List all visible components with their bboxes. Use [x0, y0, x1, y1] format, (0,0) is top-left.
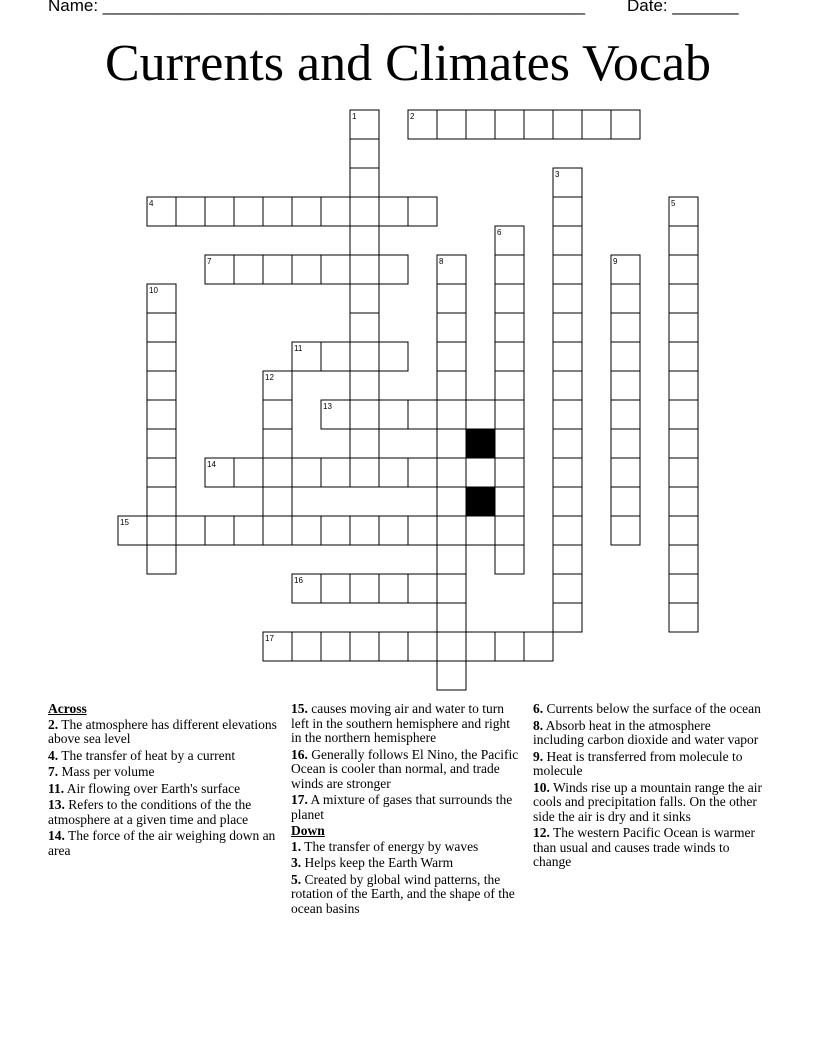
crossword-cell[interactable] [669, 458, 698, 487]
down-clue [291, 873, 523, 917]
crossword-cell[interactable] [437, 603, 466, 632]
clue-text: Currents below the surface of the ocean [543, 701, 761, 716]
crossword-cell[interactable] [147, 516, 176, 545]
crossword-cell[interactable] [176, 197, 205, 226]
crossword-cell[interactable] [437, 516, 466, 545]
clue-number: 5. [291, 871, 302, 887]
crossword-cell[interactable] [321, 632, 350, 661]
crossword-cell[interactable] [466, 458, 495, 487]
crossword-cell[interactable] [350, 429, 379, 458]
crossword-cell[interactable] [205, 197, 234, 226]
crossword-cell[interactable] [553, 255, 582, 284]
crossword-cell[interactable] [147, 400, 176, 429]
crossword-cell[interactable] [553, 603, 582, 632]
crossword-cell[interactable] [379, 574, 408, 603]
crossword-cell[interactable] [553, 284, 582, 313]
crossword-cell[interactable] [437, 632, 466, 661]
crossword-cell[interactable] [350, 632, 379, 661]
clue-number-label: 7 [207, 257, 212, 266]
crossword-cell[interactable] [611, 371, 640, 400]
crossword-cell[interactable] [611, 342, 640, 371]
crossword-cell[interactable] [553, 313, 582, 342]
crossword-cell[interactable] [495, 313, 524, 342]
crossword-cell[interactable] [321, 197, 350, 226]
clue-text: Helps keep the Earth Warm [301, 855, 454, 870]
crossword-cell[interactable] [553, 458, 582, 487]
crossword-cell[interactable] [350, 255, 379, 284]
crossword-cell[interactable] [466, 632, 495, 661]
clue-number: 9. [533, 748, 544, 764]
crossword-cell[interactable] [408, 400, 437, 429]
crossword-cell[interactable] [263, 255, 292, 284]
crossword-cell[interactable] [379, 458, 408, 487]
down-clue [533, 781, 765, 825]
across-clue [291, 748, 523, 792]
crossword-cell[interactable] [437, 487, 466, 516]
crossword-cell[interactable] [437, 342, 466, 371]
crossword-cell[interactable] [495, 545, 524, 574]
crossword-cell[interactable] [553, 400, 582, 429]
clue-number: 3. [291, 855, 302, 870]
clue-text: Winds rise up a mountain range the air cools and precipitation falls. On the other side the air is dry and it sinks [533, 779, 763, 824]
clue-text: A mixture of gases that surrounds the planet [291, 792, 513, 822]
crossword-cell[interactable] [611, 400, 640, 429]
clue-text: Created by global wind patterns, the rotation of the Earth, and the shape of the ocean basins [291, 871, 515, 916]
clue-number-label: 15 [120, 518, 129, 527]
crossword-cell[interactable] [495, 516, 524, 545]
crossword-cell[interactable] [292, 458, 321, 487]
crossword-cell[interactable] [234, 197, 263, 226]
crossword-cell[interactable] [495, 110, 524, 139]
crossword-cell[interactable] [379, 516, 408, 545]
across-clue [48, 718, 280, 747]
crossword-cell[interactable] [669, 574, 698, 603]
crossword-cell[interactable] [553, 226, 582, 255]
clue-number-label: 9 [613, 257, 618, 266]
crossword-cell[interactable] [553, 197, 582, 226]
clue-text: The atmosphere has different elevations above sea level [48, 716, 277, 746]
clue-text: The transfer of energy by waves [301, 838, 479, 854]
crossword-cell[interactable] [553, 342, 582, 371]
clue-number-label: 6 [497, 228, 502, 237]
crossword-cell[interactable] [553, 487, 582, 516]
crossword-cell[interactable] [408, 516, 437, 545]
crossword-cell[interactable] [147, 429, 176, 458]
crossword-cell[interactable] [495, 371, 524, 400]
crossword-cell[interactable] [379, 632, 408, 661]
crossword-cell[interactable] [263, 400, 292, 429]
crossword-cell[interactable] [321, 458, 350, 487]
crossword-cell[interactable] [495, 458, 524, 487]
clue-text: Refers to the conditions of the the atmosphere at a given time and place [48, 797, 252, 827]
crossword-cell[interactable] [292, 197, 321, 226]
clue-number-label: 12 [265, 373, 274, 382]
clues-column-3 [533, 702, 765, 872]
clue-text: The transfer of heat by a current [58, 747, 236, 763]
crossword-cell[interactable] [205, 516, 234, 545]
crossword-cell[interactable] [147, 342, 176, 371]
crossword-cell[interactable] [669, 429, 698, 458]
crossword-cell[interactable] [611, 516, 640, 545]
crossword-cell[interactable] [611, 284, 640, 313]
crossword-cell[interactable] [669, 371, 698, 400]
crossword-cell[interactable] [495, 400, 524, 429]
clue-number: 2. [48, 716, 59, 732]
crossword-cell[interactable] [147, 458, 176, 487]
crossword-cell[interactable] [495, 632, 524, 661]
crossword-cell[interactable] [234, 516, 263, 545]
crossword-cell[interactable] [147, 487, 176, 516]
clue-number-label: 16 [294, 576, 303, 585]
crossword-cell[interactable] [437, 574, 466, 603]
crossword-cell[interactable] [350, 284, 379, 313]
crossword-black-cell [466, 487, 495, 516]
down-clue [533, 826, 765, 870]
crossword-cell[interactable] [408, 197, 437, 226]
crossword-cell[interactable] [611, 429, 640, 458]
crossword-cell[interactable] [263, 458, 292, 487]
date-field-label: Date: _______ [627, 0, 739, 15]
crossword-cell[interactable] [321, 255, 350, 284]
clue-number-label: 14 [207, 460, 216, 469]
clue-text: Mass per volume [58, 764, 155, 779]
clue-text: The force of the air weighing down an area [48, 828, 276, 858]
crossword-cell[interactable] [495, 487, 524, 516]
crossword-cell[interactable] [350, 168, 379, 197]
crossword-cell[interactable] [437, 429, 466, 458]
crossword-cell[interactable] [466, 400, 495, 429]
across-heading: Across [48, 701, 87, 716]
down-heading: Down [291, 823, 325, 838]
crossword-cell[interactable] [669, 313, 698, 342]
crossword-cell[interactable] [437, 110, 466, 139]
crossword-cell[interactable] [147, 313, 176, 342]
crossword-cell[interactable] [437, 545, 466, 574]
crossword-cell[interactable] [263, 487, 292, 516]
clue-number-label: 3 [555, 170, 560, 179]
crossword-cell[interactable] [669, 545, 698, 574]
clue-number: 17. [291, 792, 308, 807]
crossword-cell[interactable] [379, 400, 408, 429]
crossword-cell[interactable] [582, 110, 611, 139]
crossword-cell[interactable] [524, 632, 553, 661]
crossword-cell[interactable] [437, 458, 466, 487]
down-clue [291, 840, 523, 855]
crossword-cell[interactable] [553, 574, 582, 603]
crossword-cell[interactable] [437, 661, 466, 690]
clue-number-label: 11 [294, 344, 303, 353]
crossword-cell[interactable] [350, 226, 379, 255]
crossword-cell[interactable] [669, 226, 698, 255]
clue-text: The western Pacific Ocean is warmer than usual and causes trade winds to change [533, 825, 756, 869]
crossword-cell[interactable] [350, 313, 379, 342]
crossword-cell[interactable] [669, 284, 698, 313]
clue-text: causes moving air and water to turn left in the southern hemisphere and right in the northern hemisphere [291, 701, 510, 745]
crossword-cell[interactable] [437, 313, 466, 342]
across-clue [291, 793, 523, 822]
across-clue [48, 749, 280, 764]
crossword-cell[interactable] [234, 255, 263, 284]
crossword-cell[interactable] [524, 110, 553, 139]
crossword-cell[interactable] [292, 255, 321, 284]
down-clue [533, 750, 765, 779]
crossword-cell[interactable] [408, 458, 437, 487]
clue-number-label: 13 [323, 402, 332, 411]
clue-number: 15. [291, 701, 308, 716]
crossword-cell[interactable] [437, 284, 466, 313]
crossword-cell[interactable] [350, 342, 379, 371]
crossword-cell[interactable] [669, 342, 698, 371]
crossword-cell[interactable] [437, 400, 466, 429]
crossword-cell[interactable] [553, 545, 582, 574]
crossword-cell[interactable] [437, 371, 466, 400]
across-clue [48, 798, 280, 827]
crossword-cell[interactable] [553, 516, 582, 545]
crossword-cell[interactable] [263, 429, 292, 458]
clue-number-label: 1 [352, 112, 357, 121]
crossword-cell[interactable] [611, 458, 640, 487]
across-clue [291, 702, 523, 746]
crossword-cell[interactable] [234, 458, 263, 487]
clue-number: 8. [533, 717, 544, 733]
name-field-label: Name: ___________________________________________________ [48, 0, 585, 15]
clue-number: 4. [48, 747, 59, 763]
crossword-cell[interactable] [669, 487, 698, 516]
crossword-cell[interactable] [292, 516, 321, 545]
clue-number: 13. [48, 797, 65, 812]
clue-number: 10. [533, 779, 550, 795]
clues-column-1 [48, 702, 280, 860]
crossword-cell[interactable] [495, 255, 524, 284]
crossword-cell[interactable] [611, 487, 640, 516]
crossword-cell[interactable] [669, 603, 698, 632]
across-clue [48, 829, 280, 858]
crossword-cell[interactable] [379, 342, 408, 371]
clue-number: 12. [533, 825, 550, 840]
clue-text: Absorb heat in the atmosphere including carbon dioxide and water vapor [533, 717, 759, 747]
crossword-cell[interactable] [379, 255, 408, 284]
crossword-cell[interactable] [611, 313, 640, 342]
crossword-cell[interactable] [350, 197, 379, 226]
crossword-cell[interactable] [321, 516, 350, 545]
crossword-cell[interactable] [321, 342, 350, 371]
clue-number-label: 2 [410, 112, 415, 121]
clue-number-label: 8 [439, 257, 444, 266]
across-clue [48, 765, 280, 780]
crossword-cell[interactable] [379, 197, 408, 226]
crossword-cell[interactable] [147, 371, 176, 400]
crossword-cell[interactable] [611, 110, 640, 139]
crossword-cell[interactable] [350, 400, 379, 429]
clue-number: 11. [48, 780, 65, 796]
clue-number-label: 5 [671, 199, 676, 208]
page-title: Currents and Climates Vocab [104, 35, 712, 92]
crossword-cell[interactable] [495, 284, 524, 313]
clue-number: 1. [291, 838, 302, 854]
crossword-cell[interactable] [669, 516, 698, 545]
crossword-cell[interactable] [669, 255, 698, 284]
down-clue [533, 702, 765, 717]
clue-text: Heat is transferred from molecule to molecule [533, 748, 743, 778]
crossword-cell[interactable] [553, 110, 582, 139]
down-clue [533, 719, 765, 748]
clue-number-label: 4 [149, 199, 154, 208]
clue-text: Generally follows El Nino, the Pacific Ocean is cooler than normal, and trade winds are stronger [291, 746, 519, 791]
clue-number-label: 10 [149, 286, 158, 295]
crossword-cell[interactable] [408, 574, 437, 603]
down-clue [291, 856, 523, 871]
clues-column-2 [291, 702, 523, 918]
crossword-cell[interactable] [350, 139, 379, 168]
crossword-cell[interactable] [466, 110, 495, 139]
crossword-cell[interactable] [669, 400, 698, 429]
crossword-cell[interactable] [350, 458, 379, 487]
clue-number: 7. [48, 764, 59, 779]
crossword-cell[interactable] [350, 516, 379, 545]
crossword-cell[interactable] [263, 197, 292, 226]
clue-text: Air flowing over Earth's surface [64, 780, 241, 796]
clue-number: 6. [533, 701, 544, 716]
crossword-cell[interactable] [495, 342, 524, 371]
crossword-cell[interactable] [350, 371, 379, 400]
crossword-cell[interactable] [495, 429, 524, 458]
across-clue [48, 782, 280, 797]
crossword-cell[interactable] [553, 429, 582, 458]
clue-number: 14. [48, 828, 65, 843]
crossword-cell[interactable] [147, 545, 176, 574]
crossword-cell[interactable] [553, 371, 582, 400]
crossword-cell[interactable] [176, 516, 205, 545]
crossword-black-cell [466, 429, 495, 458]
clue-number: 16. [291, 746, 308, 762]
crossword-cell[interactable] [350, 574, 379, 603]
clue-number-label: 17 [265, 634, 274, 643]
crossword-cell[interactable] [321, 574, 350, 603]
crossword-cell[interactable] [292, 632, 321, 661]
crossword-cell[interactable] [408, 632, 437, 661]
crossword-cell[interactable] [466, 516, 495, 545]
crossword-cell[interactable] [263, 516, 292, 545]
